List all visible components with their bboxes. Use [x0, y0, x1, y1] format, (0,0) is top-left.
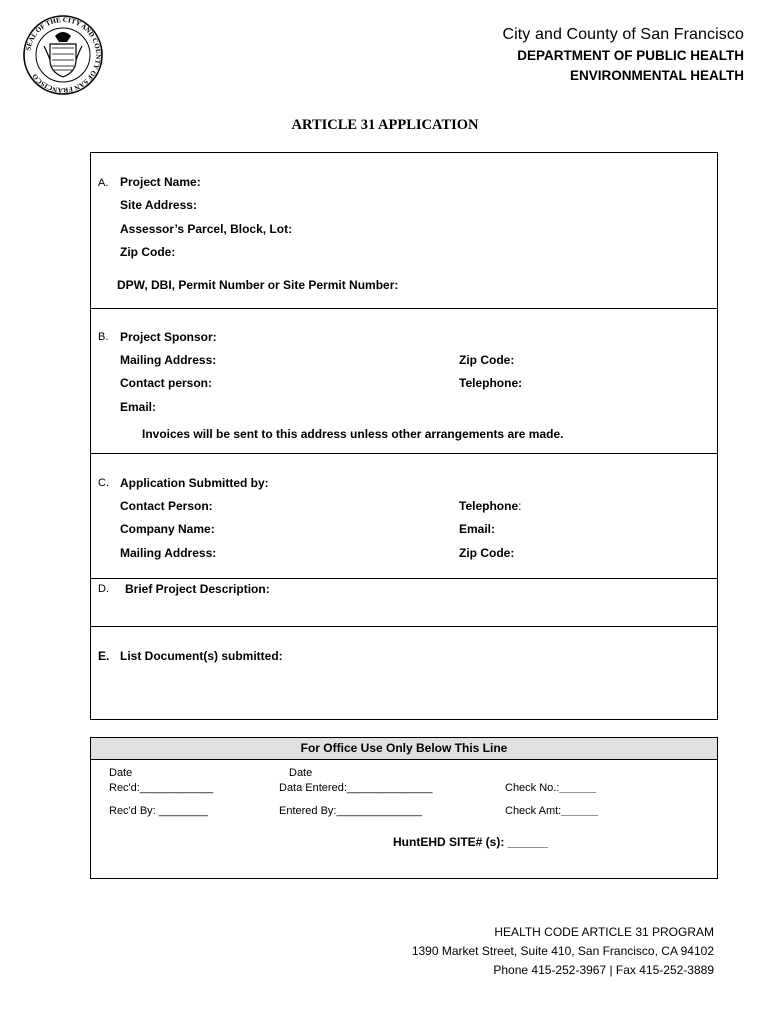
sponsor-contact-field[interactable]: Contact person: — [120, 376, 213, 390]
check-amount-field[interactable] — [505, 805, 598, 817]
check-number-label: Check No.: — [505, 782, 560, 794]
received-by-field[interactable]: Rec'd By: ________ — [109, 805, 208, 817]
divider — [91, 308, 717, 309]
parcel-field[interactable]: Assessor’s Parcel, Block, Lot: — [120, 222, 293, 236]
entered-by-field[interactable]: Entered By:______________ — [279, 805, 423, 817]
date-label-2: Date — [289, 767, 313, 779]
sponsor-mailing-address-field[interactable]: Mailing Address: — [120, 353, 217, 367]
divider — [91, 453, 717, 454]
check-amount-line: ______ — [561, 805, 598, 817]
applicant-mailing-address-field[interactable]: Mailing Address: — [120, 546, 217, 560]
permit-number-field[interactable]: DPW, DBI, Permit Number or Site Permit Number: — [117, 278, 399, 292]
applicant-contact-field[interactable]: Contact Person: — [120, 499, 213, 513]
office-use-heading: For Office Use Only Below This Line — [91, 738, 717, 760]
footer-address: 1390 Market Street, Suite 410, San Francisco, CA 94102 — [411, 944, 714, 958]
sponsor-zip-code-field[interactable]: Zip Code: — [459, 353, 515, 367]
section-d-letter: D. — [98, 583, 109, 595]
project-description-field[interactable]: Brief Project Description: — [125, 582, 270, 596]
zip-code-field-a[interactable]: Zip Code: — [120, 245, 176, 259]
check-amount-label: Check Amt: — [505, 805, 562, 817]
project-sponsor-field[interactable]: Project Sponsor: — [120, 330, 217, 344]
sponsor-email-field[interactable]: Email: — [120, 400, 157, 414]
site-address-field[interactable]: Site Address: — [120, 198, 197, 212]
check-number-line: ______ — [559, 782, 597, 794]
applicant-email-field[interactable]: Email: — [459, 522, 496, 536]
footer-program: HEALTH CODE ARTICLE 31 PROGRAM — [494, 925, 714, 939]
applicant-telephone-field[interactable] — [459, 499, 521, 513]
application-form — [90, 152, 718, 720]
invoice-note: Invoices will be sent to this address unless other arrangements are made. — [142, 427, 564, 441]
divider — [91, 578, 717, 579]
divider — [91, 626, 717, 627]
documents-submitted-field[interactable]: List Document(s) submitted: — [120, 649, 283, 663]
section-a-letter: A. — [98, 177, 109, 189]
date-received-field[interactable]: Rec'd:____________ — [109, 782, 214, 794]
site-number-field[interactable]: HuntEHD SITE# (s): ______ — [393, 835, 548, 849]
footer-phone-fax: Phone 415-252-3967 | Fax 415-252-3889 — [493, 963, 714, 977]
section-b-letter: B. — [98, 331, 109, 343]
header-department: DEPARTMENT OF PUBLIC HEALTH — [517, 48, 744, 63]
company-name-field[interactable]: Company Name: — [120, 522, 215, 536]
applicant-telephone-label: Telephone — [459, 499, 519, 513]
section-e-letter: E. — [98, 649, 110, 663]
header-city: City and County of San Francisco — [502, 26, 744, 43]
submitted-by-label: Application Submitted by: — [120, 476, 269, 490]
sponsor-telephone-field[interactable]: Telephone: — [459, 376, 523, 390]
city-seal-logo — [22, 14, 104, 96]
seal-icon — [22, 14, 104, 96]
applicant-telephone-colon: : — [518, 499, 522, 513]
section-c-letter: C. — [98, 477, 109, 489]
applicant-zip-code-field[interactable]: Zip Code: — [459, 546, 515, 560]
date-label-1: Date — [109, 767, 133, 779]
project-name-field[interactable]: Project Name: — [120, 175, 201, 189]
data-entered-field[interactable]: Data Entered:______________ — [279, 782, 433, 794]
office-use-box — [90, 737, 718, 879]
page-title: ARTICLE 31 APPLICATION — [291, 117, 479, 133]
header-division: ENVIRONMENTAL HEALTH — [570, 68, 744, 83]
seal-text: SEAL OF THE CITY AND COUNTY OF SAN FRANCISCO — [24, 15, 103, 95]
check-number-field[interactable] — [505, 782, 596, 794]
